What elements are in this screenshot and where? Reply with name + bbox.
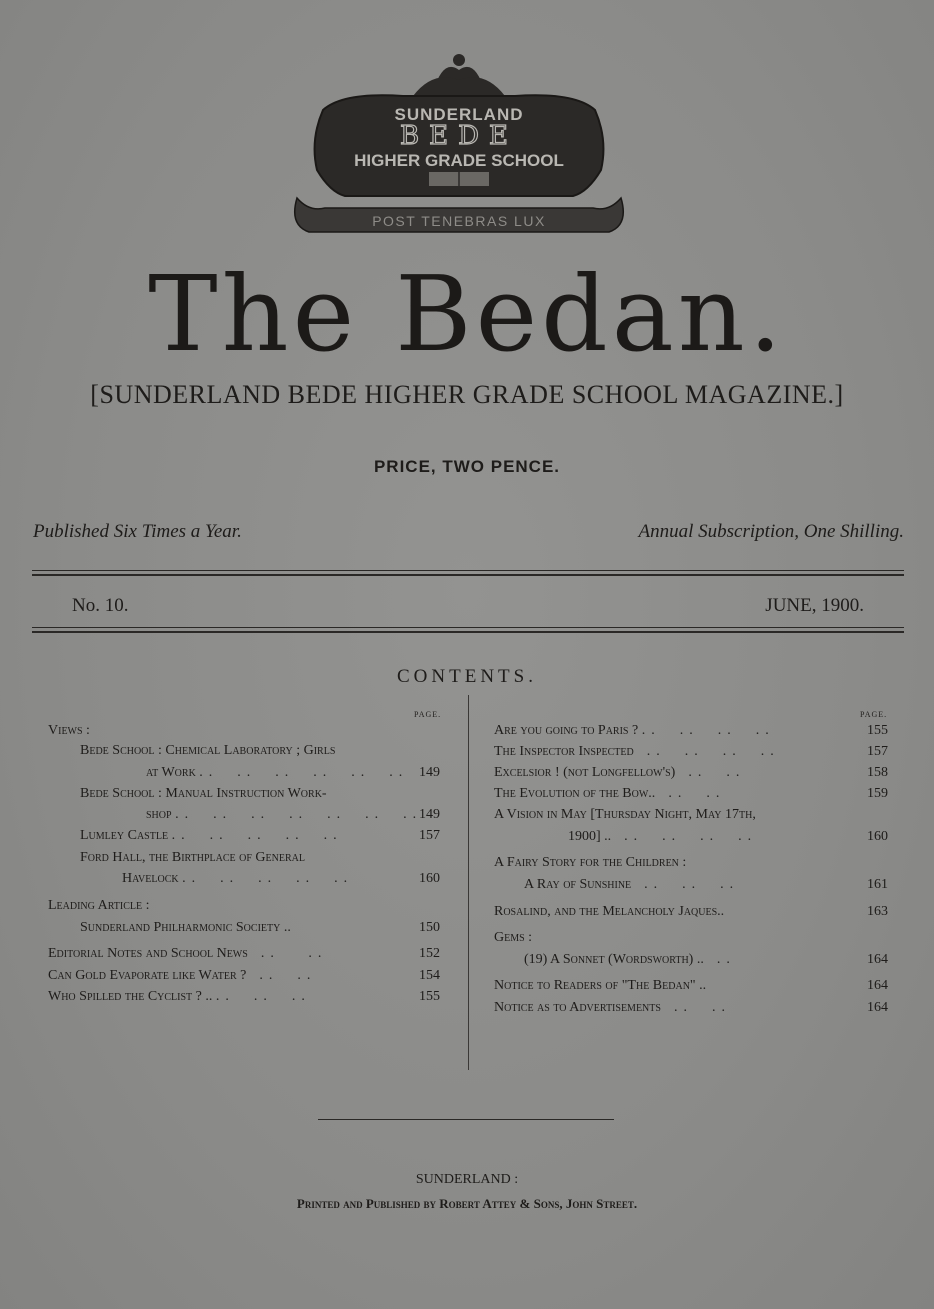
imprint-place: SUNDERLAND : xyxy=(415,1172,519,1187)
toc-entry-text: Notice as to Advertisements xyxy=(494,1000,661,1015)
publication-frequency: Published Six Times a Year. xyxy=(33,521,242,542)
toc-entry: Editorial Notes and School News .. .. xyxy=(48,946,328,961)
toc-entry: Who Spilled the Cyclist ? .. .. .. .. xyxy=(48,989,311,1004)
toc-entry xyxy=(48,723,90,739)
toc-entry-text: Views : xyxy=(48,723,90,738)
toc-entry-text: The Inspector Inspected xyxy=(494,744,634,759)
toc-page: 157 xyxy=(419,828,440,843)
toc-entry: Excelsior ! (not Longfellow's) .. .. xyxy=(494,765,746,780)
toc-entry-text: 1900] .. xyxy=(568,829,612,844)
toc-entry-text: Bede School : Manual Instruction Work- xyxy=(80,786,327,801)
toc-entry: A Ray of Sunshine .. .. .. xyxy=(524,877,740,892)
toc-page: 164 xyxy=(867,952,888,967)
toc-entry: The Evolution of the Bow.. .. .. xyxy=(494,786,726,801)
footer-rule xyxy=(318,1119,614,1120)
toc-entry: Can Gold Evaporate like Water ? .. .. xyxy=(48,968,317,983)
column-divider xyxy=(468,695,469,1070)
rule-top xyxy=(32,570,904,576)
page-label-left: PAGE. xyxy=(414,710,442,719)
toc-page: 149 xyxy=(419,807,440,822)
contents-heading: CONTENTS. xyxy=(397,666,537,687)
toc-entry-text: Are you going to Paris ? xyxy=(494,723,639,738)
toc-entry-text: Bede School : Chemical Laboratory ; Girls xyxy=(80,743,336,758)
toc-page: 150 xyxy=(419,920,440,935)
crest-line-2: BEDE xyxy=(400,121,518,151)
toc-entry-text: The Evolution of the Bow.. xyxy=(494,786,656,801)
toc-entry-text: (19) A Sonnet (Wordsworth) .. xyxy=(524,952,704,967)
toc-entry xyxy=(494,978,706,994)
toc-entry xyxy=(80,743,335,759)
toc-page: 154 xyxy=(419,968,440,983)
toc-entry-text: Who Spilled the Cyclist ? .. xyxy=(48,989,213,1004)
toc-entry-text: A Ray of Sunshine xyxy=(524,877,632,892)
toc-entry-text: Editorial Notes and School News xyxy=(48,946,248,961)
toc-page: 164 xyxy=(867,978,888,993)
toc-entry-text: at Work xyxy=(146,765,196,780)
toc-entry-text: Leading Article : xyxy=(48,898,150,913)
price-line: PRICE, TWO PENCE. xyxy=(373,457,561,476)
toc-entry: Havelock .. .. .. .. .. xyxy=(122,871,354,886)
toc-entry: The Inspector Inspected .. .. .. .. xyxy=(494,744,780,759)
toc-entry xyxy=(80,786,327,802)
toc-page: 160 xyxy=(867,829,888,844)
crest-motto: POST TENEBRAS LUX xyxy=(372,213,546,229)
toc-entry-text: A Fairy Story for the Children : xyxy=(494,855,687,870)
magazine-subtitle: [SUNDERLAND BEDE HIGHER GRADE SCHOOL MAGAZINE.] xyxy=(90,380,844,409)
imprint-printer: Printed and Published by Robert Attey & Sons, John Street. xyxy=(296,1196,638,1211)
toc-page: 163 xyxy=(867,904,888,919)
toc-entry-text: Havelock xyxy=(122,871,179,886)
crest-line-3: HIGHER GRADE SCHOOL xyxy=(354,151,564,170)
toc-page: 155 xyxy=(867,723,888,738)
toc-entry-text: A Vision in May [Thursday Night, May 17th, xyxy=(494,807,756,822)
toc-entry-text: Lumley Castle xyxy=(80,828,169,843)
toc-page: 152 xyxy=(419,946,440,961)
toc-entry xyxy=(80,920,291,936)
toc-entry: 1900] .. .. .. .. .. xyxy=(568,829,758,844)
toc-page: 161 xyxy=(867,877,888,892)
toc-entry xyxy=(48,898,150,914)
magazine-title: The Bedan. xyxy=(148,253,786,375)
issue-date: JUNE, 1900. xyxy=(765,595,864,616)
toc-page: 164 xyxy=(867,1000,888,1015)
toc-entry xyxy=(494,855,686,871)
toc-entry-text: Notice to Readers of "The Bedan" .. xyxy=(494,978,707,993)
toc-entry-text: Rosalind, and the Melancholy Jaques.. xyxy=(494,904,725,919)
toc-entry-text: shop xyxy=(146,807,172,822)
toc-entry-text: Ford Hall, the Birthplace of General xyxy=(80,850,305,865)
toc-page: 157 xyxy=(867,744,888,759)
toc-entry-text: Can Gold Evaporate like Water ? xyxy=(48,968,247,983)
rule-bottom xyxy=(32,627,904,633)
toc-page: 155 xyxy=(419,989,440,1004)
toc-page: 159 xyxy=(867,786,888,801)
page-label-right: PAGE. xyxy=(860,710,888,719)
issue-number: No. 10. xyxy=(72,595,129,616)
toc-entry-text: Sunderland Philharmonic Society .. xyxy=(80,920,291,935)
toc-entry: Notice as to Advertisements .. .. xyxy=(494,1000,731,1015)
toc-entry xyxy=(494,930,532,946)
toc-entry xyxy=(494,807,756,823)
toc-entry: Are you going to Paris ? .. .. .. .. xyxy=(494,723,775,738)
crest-line-1: SUNDERLAND xyxy=(394,105,524,124)
school-crest xyxy=(283,40,635,245)
subscription-info: Annual Subscription, One Shilling. xyxy=(638,521,904,542)
toc-entry xyxy=(494,904,724,920)
toc-entry-text: Excelsior ! (not Longfellow's) xyxy=(494,765,676,780)
toc-entry: shop .. .. .. .. .. .. .. xyxy=(146,807,423,822)
toc-entry: at Work .. .. .. .. .. .. xyxy=(146,765,409,780)
toc-page: 158 xyxy=(867,765,888,780)
toc-entry: Lumley Castle .. .. .. .. .. xyxy=(80,828,343,843)
toc-page: 149 xyxy=(419,765,440,780)
toc-page: 160 xyxy=(419,871,440,886)
toc-entry: (19) A Sonnet (Wordsworth) .. .. xyxy=(524,952,736,967)
toc-entry-text: Gems : xyxy=(494,930,533,945)
toc-entry xyxy=(80,850,305,866)
